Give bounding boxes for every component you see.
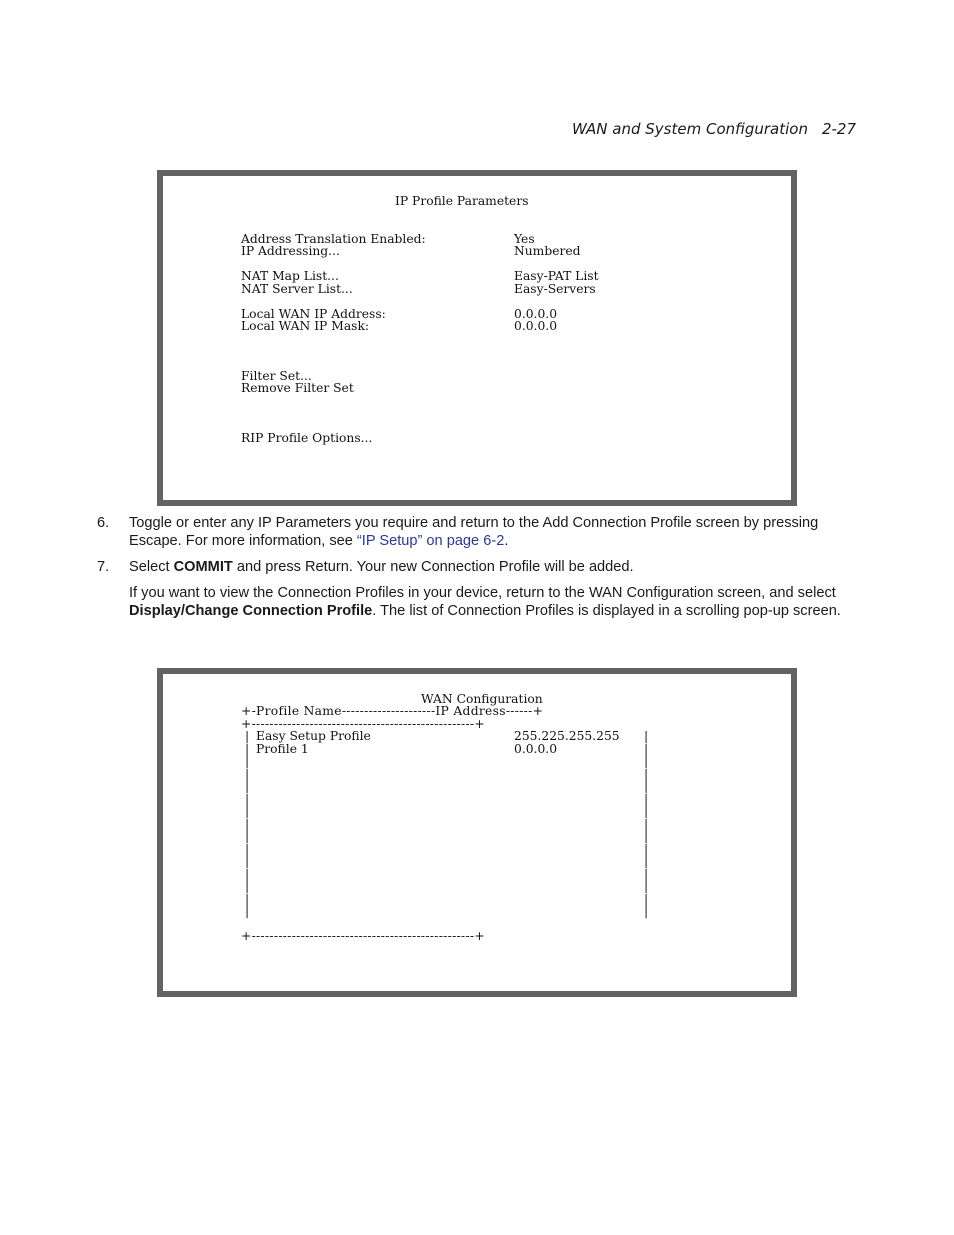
left-border-glyph: | <box>245 779 250 793</box>
step-text-end: and press Return. Your new Connection Profile will be added. <box>232 559 634 575</box>
table-separator: +--------------------------------------------------+ <box>241 717 485 731</box>
left-border-glyph: | <box>245 791 250 806</box>
step-text: Toggle or enter any IP Parameters you require and return to the Add Connection Profile screen by pressing Escape. For more information, see <box>129 515 819 549</box>
ip-profile-parameters-screen <box>157 170 797 506</box>
left-border-glyph: | <box>245 879 250 893</box>
display-change-keyword: Display/Change Connection Profile <box>129 603 373 619</box>
page-number: 2-27 <box>821 120 856 138</box>
step-number: 7. <box>97 559 110 575</box>
section-title: WAN and System Configuration <box>571 120 808 138</box>
para-text-end: . The list of Connection Profiles is displayed in a scrolling pop-up screen. <box>372 603 841 619</box>
right-border-glyph: | <box>644 766 649 781</box>
left-border-glyph: | <box>245 891 250 906</box>
field-value[interactable]: Numbered <box>514 244 581 258</box>
right-border-glyph: | <box>644 854 649 868</box>
field-value[interactable]: 0.0.0.0 <box>514 319 558 333</box>
field-label[interactable]: NAT Map List... <box>241 269 339 283</box>
profile-row-ip[interactable]: 0.0.0.0 <box>514 742 558 756</box>
right-border-glyph: | <box>644 791 649 806</box>
right-border-glyph: | <box>644 741 649 756</box>
left-border-glyph: | <box>245 729 250 743</box>
left-border-glyph: | <box>245 766 250 781</box>
left-border-glyph: | <box>245 754 250 768</box>
wan-configuration-screen <box>157 668 797 997</box>
right-border-glyph: | <box>644 904 649 918</box>
field-label[interactable]: Local WAN IP Mask: <box>241 319 370 333</box>
right-border-glyph: | <box>644 879 649 893</box>
menu-item-remove-filter-set[interactable]: Remove Filter Set <box>241 381 354 395</box>
table-bottom-border: +--------------------------------------------------+ <box>241 929 485 943</box>
field-label[interactable]: NAT Server List... <box>241 282 353 296</box>
running-head <box>572 120 856 138</box>
screen-title: IP Profile Parameters <box>395 194 529 208</box>
step-text: Select <box>129 559 174 575</box>
left-border-glyph: | <box>245 829 250 843</box>
commit-keyword: COMMIT <box>173 559 233 575</box>
profile-row-name[interactable]: Easy Setup Profile <box>256 729 371 743</box>
left-border-glyph: | <box>245 866 250 881</box>
right-border-glyph: | <box>644 891 649 906</box>
right-border-glyph: | <box>644 779 649 793</box>
right-border-glyph: | <box>644 816 649 831</box>
right-border-glyph: | <box>644 866 649 881</box>
left-border-glyph: | <box>245 854 250 868</box>
left-border-glyph: | <box>245 904 250 918</box>
right-border-glyph: | <box>644 729 649 743</box>
menu-item-rip-profile-options[interactable]: RIP Profile Options... <box>241 431 373 445</box>
right-border-glyph: | <box>644 804 649 818</box>
right-border-glyph: | <box>644 754 649 768</box>
menu-item-filter-set[interactable]: Filter Set... <box>241 369 312 383</box>
left-border-glyph: | <box>245 804 250 818</box>
field-label[interactable]: IP Addressing... <box>241 244 340 258</box>
right-border-glyph: | <box>644 841 649 856</box>
field-value[interactable]: Easy-Servers <box>514 282 596 296</box>
step-6 <box>97 514 857 550</box>
table-header: +-Profile Name---------------------IP Address------+ <box>241 704 544 718</box>
field-label[interactable]: Local WAN IP Address: <box>241 307 386 321</box>
field-label[interactable]: Address Translation Enabled: <box>241 232 426 246</box>
para-text: If you want to view the Connection Profiles in your device, return to the WAN Configuration screen, and select <box>129 585 836 601</box>
instructions <box>97 514 857 620</box>
left-border-glyph: | <box>245 816 250 831</box>
cross-reference-link[interactable]: “IP Setup” on page 6-2 <box>356 533 505 549</box>
step-number: 6. <box>97 515 110 531</box>
info-paragraph <box>97 584 857 620</box>
right-border-glyph: | <box>644 829 649 843</box>
field-value[interactable]: 0.0.0.0 <box>514 307 558 321</box>
screen-title: WAN Configuration <box>421 692 543 706</box>
field-value[interactable]: Yes <box>514 232 535 246</box>
step-7 <box>97 558 857 576</box>
left-border-glyph: | <box>245 741 250 756</box>
field-value[interactable]: Easy-PAT List <box>514 269 599 283</box>
left-border-glyph: | <box>245 841 250 856</box>
profile-row-ip[interactable]: 255.225.255.255 <box>514 729 620 743</box>
profile-row-name[interactable]: Profile 1 <box>256 742 309 756</box>
step-text-end: . <box>504 533 509 549</box>
